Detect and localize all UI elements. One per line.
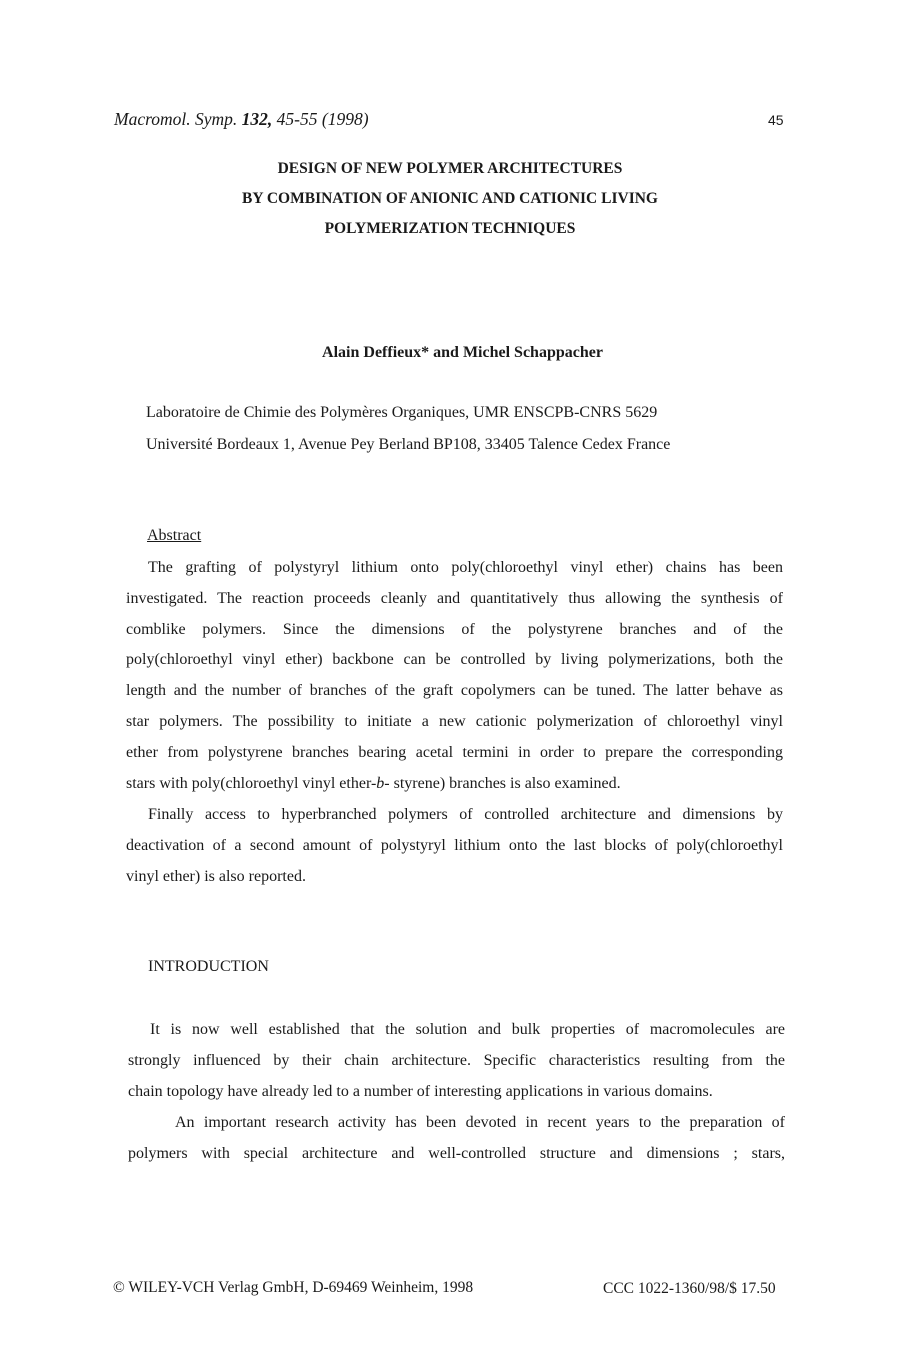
intro-p1-line: strongly influenced by their chain architecture. Specific characteristics resulting from the: [128, 1051, 785, 1069]
abstract-p1-line: The grafting of polystyryl lithium onto poly(chloroethyl vinyl ether) chains has been: [148, 559, 783, 576]
abstract-heading: Abstract: [147, 527, 202, 544]
abstract-paragraph-1: [126, 553, 783, 799]
abstract-p1-last-italic: b: [376, 774, 385, 792]
introduction-heading: INTRODUCTION: [148, 958, 269, 975]
abstract-p2-line: deactivation of a second amount of polystyryl lithium onto the last blocks of poly(chloroethyl: [126, 836, 783, 854]
footer-copyright: © WILEY-VCH Verlag GmbH, D-69469 Weinheim, 1998: [113, 1279, 474, 1296]
authors: Alain Deffieux* and Michel Schappacher: [322, 344, 603, 361]
journal-volume: 132,: [241, 109, 273, 129]
abstract-p1-last-prefix: stars with poly(chloroethyl vinyl ether-: [126, 774, 377, 792]
affiliation-line-1: Laboratoire de Chimie des Polymères Organiques, UMR ENSCPB-CNRS 5629: [146, 404, 658, 421]
abstract-p1-line: comblike polymers. Since the dimensions of the polystyrene branches and of the: [126, 620, 783, 638]
title-line-3: POLYMERIZATION TECHNIQUES: [324, 220, 576, 237]
footer-ccc-code: CCC 1022-1360/98/$ 17.50: [603, 1280, 776, 1297]
abstract-p2-line: vinyl ether) is also reported.: [126, 867, 306, 885]
page-number: 45: [768, 112, 784, 128]
introduction-paragraph-1: [128, 1015, 785, 1107]
intro-p2-line: An important research activity has been devoted in recent years to the preparation of: [175, 1114, 785, 1131]
affiliation-line-2: Université Bordeaux 1, Avenue Pey Berland BP108, 33405 Talence Cedex France: [146, 436, 671, 453]
title-line-2: BY COMBINATION OF ANIONIC AND CATIONIC LIVING: [242, 190, 658, 207]
intro-p1-line: It is now well established that the solution and bulk properties of macromolecules are: [150, 1021, 785, 1038]
abstract-p2-line: Finally access to hyperbranched polymers of controlled architecture and dimensions by: [148, 806, 783, 823]
title-line-1: DESIGN OF NEW POLYMER ARCHITECTURES: [277, 160, 623, 177]
journal-prefix: Macromol. Symp.: [114, 109, 242, 129]
intro-p1-line: chain topology have already led to a number of interesting applications in various domains.: [128, 1082, 713, 1100]
journal-suffix: 45-55 (1998): [272, 109, 369, 129]
journal-citation: [114, 109, 369, 130]
abstract-p1-last-line: [126, 769, 783, 800]
abstract-p1-line: ether from polystyrene branches bearing acetal termini in order to prepare the corresponding: [126, 743, 783, 761]
abstract-p1-last-suffix: - styrene) branches is also examined.: [384, 774, 621, 792]
intro-p2-line: polymers with special architecture and well-controlled structure and dimensions ; stars,: [128, 1144, 785, 1162]
introduction-paragraph-2: [128, 1108, 785, 1170]
abstract-p1-line: length and the number of branches of the graft copolymers can be tuned. The latter behave as: [126, 682, 783, 700]
abstract-p1-line: poly(chloroethyl vinyl ether) backbone can be controlled by living polymerizations, both the: [126, 651, 783, 669]
abstract-p1-line: investigated. The reaction proceeds cleanly and quantitatively thus allowing the synthesis of: [126, 589, 783, 607]
abstract-p1-line: star polymers. The possibility to initiate a new cationic polymerization of chloroethyl vinyl: [126, 712, 783, 730]
abstract-paragraph-2: [126, 800, 783, 892]
